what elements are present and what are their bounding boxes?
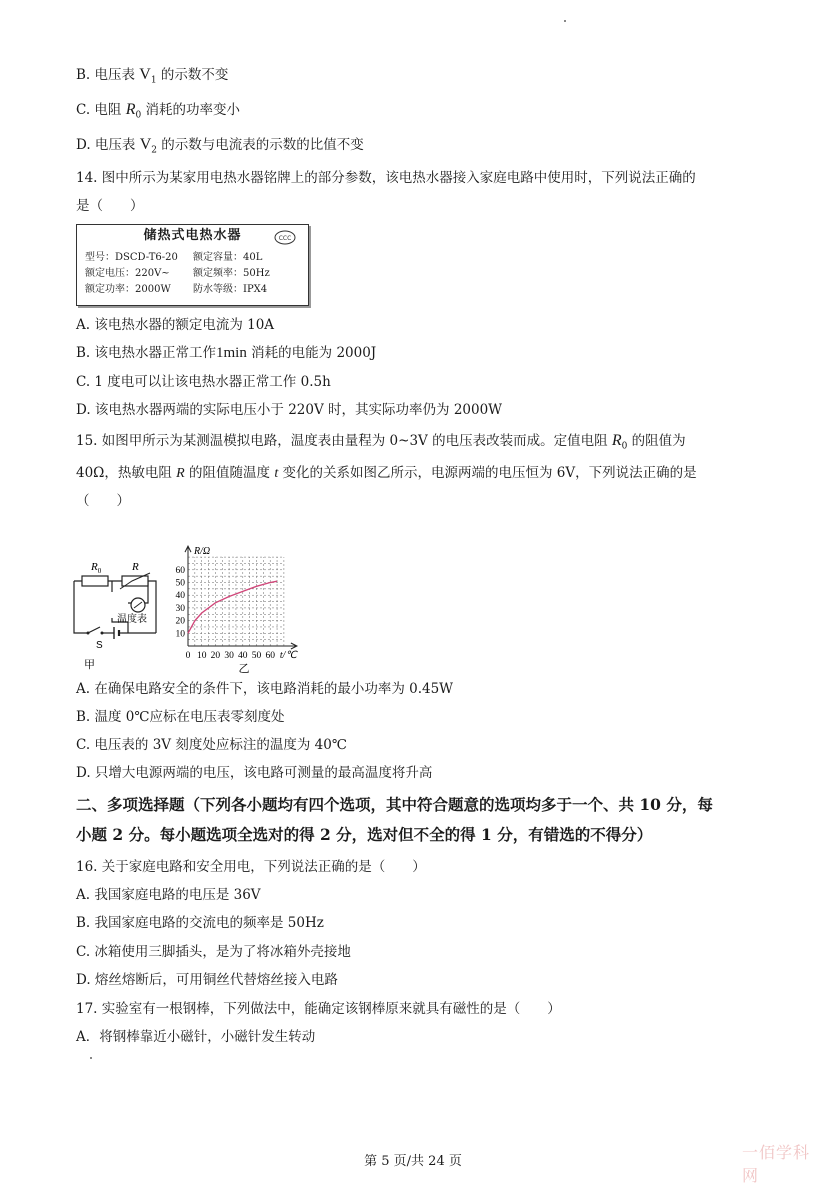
section2-heading-line1: 二、多项选择题（下列各小题均有四个选项，其中符合题意的选项均多于一个、共 10 分，每 — [76, 795, 713, 814]
switch-label: S — [96, 640, 103, 651]
q14-option-a: A. 该电热水器的额定电流为 10A — [76, 317, 275, 333]
y-tick-label: 10 — [175, 629, 185, 640]
q14-option-b: B. 该电热水器正常工作1min 消耗的电能为 2000J — [76, 345, 377, 361]
q15-stem-line3: （ ） — [76, 493, 130, 509]
x-tick-label: 60 — [265, 651, 275, 661]
watermark: 一佰学科网 — [742, 1143, 811, 1185]
x-tick-label: 20 — [210, 651, 221, 661]
y-tick-label: 50 — [175, 578, 185, 589]
rt-graph — [168, 514, 328, 674]
q14-stem-line1: 14. 图中所示为某家用电热水器铭牌上的部分参数，该电热水器接入家庭电路中使用时，下列说法正确的 — [76, 170, 696, 186]
y-tick-label: 60 — [175, 565, 185, 576]
q16-stem: 16. 关于家庭电路和安全用电，下列说法正确的是（ ） — [76, 859, 426, 875]
q15-option-b: B. 温度 0℃应标在电压表零刻度处 — [76, 709, 285, 725]
x-tick-label: 30 — [224, 651, 234, 661]
q13-option-c: C. 电阻 $R_0$ 消耗的功率变小 — [76, 101, 241, 121]
q14-stem-line2: 是（ ） — [76, 198, 144, 214]
nameplate-row: 额定功率：2000W 防水等级：IPX4 — [85, 284, 268, 295]
scan-speck — [90, 1057, 92, 1059]
q16-option-d: D. 熔丝熔断后，可用铜丝代替熔丝接入电路 — [76, 972, 338, 988]
q13-option-d: D. 电压表 $V_2$ 的示数与电流表的示数的比值不变 — [76, 136, 364, 156]
nameplate-row: 型号：DSCD-T6-20 额定容量：40L — [85, 252, 263, 263]
y-tick-label: 20 — [175, 616, 185, 627]
page-footer: 第 5 页/共 24 页 — [364, 1154, 462, 1169]
q15-option-d: D. 只增大电源两端的电压，该电路可测量的最高温度将升高 — [76, 765, 433, 781]
scan-speck — [564, 20, 566, 22]
circuit-caption: 甲 — [84, 658, 95, 670]
switch-icon — [88, 627, 100, 633]
q16-option-c: C. 冰箱使用三脚插头，是为了将冰箱外壳接地 — [76, 944, 351, 960]
q17-option-a: A．将钢棒靠近小磁针，小磁针发生转动 — [76, 1029, 316, 1045]
section2-heading-line2: 小题 2 分。每小题选项全选对的得 2 分，选对但不全的得 1 分，有错选的不得分） — [76, 825, 653, 844]
r0-resistor — [82, 576, 108, 586]
q15-stem-line2: 40Ω，热敏电阻 R 的阻值随温度 t 变化的关系如图乙所示，电源两端的电压恒为 6V，下列说法正确的是 — [76, 465, 697, 481]
r-label: R — [132, 561, 139, 573]
q14-option-d: D. 该电热水器两端的实际电压小于 220V 时，其实际功率仍为 2000W — [76, 402, 503, 418]
y-tick-label: 40 — [175, 591, 185, 602]
q14-option-c: C. 1 度电可以让该电热水器正常工作 0.5h — [76, 374, 331, 390]
water-heater-nameplate — [76, 224, 309, 306]
circuit-diagram — [66, 548, 166, 670]
ccc-logo-icon — [274, 230, 296, 245]
x-tick-label: 40 — [238, 651, 248, 661]
r0-label: $R_0$ — [91, 561, 102, 575]
q13-option-b: B. 电压表 $V_1$ 的示数不变 — [76, 66, 229, 86]
y-tick-label: 30 — [175, 603, 185, 614]
q16-option-a: A. 我国家庭电路的电压是 36V — [76, 887, 261, 903]
q17-stem: 17. 实验室有一根钢棒，下列做法中，能确定该钢棒原来就具有磁性的是（ ） — [76, 1001, 561, 1017]
x-tick-label: 50 — [251, 651, 262, 661]
q15-option-a: A. 在确保电路安全的条件下，该电路消耗的最小功率为 0.45W — [76, 681, 454, 697]
q15-stem-line1: 15. 如图甲所示为某测温模拟电路，温度表由量程为 0~3V 的电压表改装而成。定值电阻 $R_0$ 的阻值为 — [76, 432, 686, 452]
nameplate-row: 额定电压：220V~ 额定频率：50Hz — [85, 268, 270, 279]
q16-option-b: B. 我国家庭电路的交流电的频率是 50Hz — [76, 915, 324, 931]
graph-caption: 乙 — [238, 662, 250, 674]
q15-option-c: C. 电压表的 3V 刻度处应标注的温度为 40℃ — [76, 737, 347, 753]
svg-text:CCC: CCC — [278, 235, 292, 242]
x-tick-label: 0 — [185, 651, 191, 661]
y-axis-label: R/Ω — [194, 546, 211, 558]
meter-label: 温度表 — [117, 614, 147, 625]
nameplate-title: 储热式电热水器 — [143, 228, 242, 243]
x-axis-label: t/℃ — [279, 650, 297, 661]
x-tick-label: 10 — [196, 651, 207, 661]
